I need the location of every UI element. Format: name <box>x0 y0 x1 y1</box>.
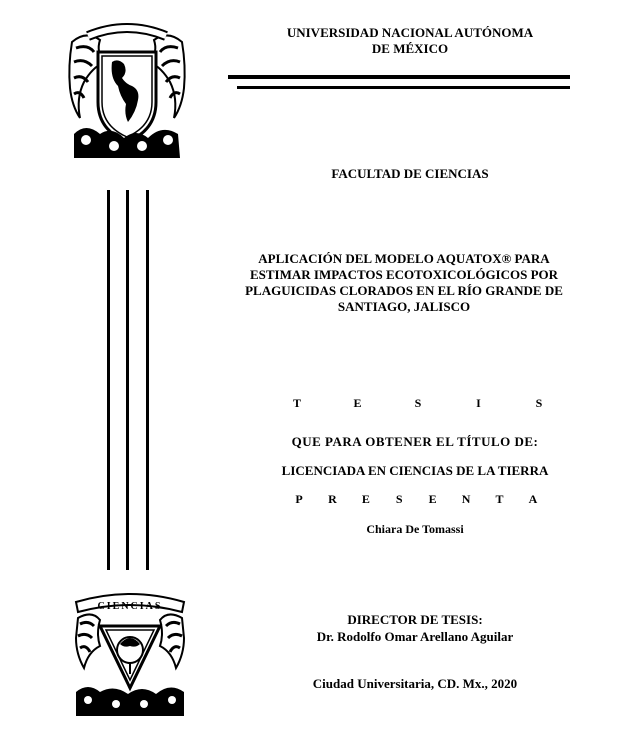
university-line-1: UNIVERSIDAD NACIONAL AUTÓNOMA <box>286 25 534 40</box>
degree-text: LICENCIADA EN CIENCIAS DE LA TIERRA <box>281 463 549 478</box>
presenta-letter: A <box>528 492 538 506</box>
thesis-title <box>232 251 576 315</box>
tesis-heading <box>290 396 546 411</box>
faculty-name: FACULTAD DE CIENCIAS <box>331 166 489 181</box>
vertical-rule-1 <box>107 190 110 570</box>
place-date: Ciudad Universitaria, CD. Mx., 2020 <box>312 676 518 691</box>
tesis-letter: T <box>292 396 301 410</box>
title-line-4: SANTIAGO, JALISCO <box>337 299 471 314</box>
presenta-letter: S <box>395 492 403 506</box>
header-rule-bottom <box>237 86 570 89</box>
presenta-letter: P <box>295 492 303 506</box>
tesis-letter: S <box>535 396 543 410</box>
author-name: Chiara De Tomassi <box>366 522 464 536</box>
director-label: DIRECTOR DE TESIS: <box>347 612 483 627</box>
header-rule-top <box>228 75 570 79</box>
tesis-letter: E <box>353 396 362 410</box>
university-name <box>250 25 570 57</box>
presenta-heading <box>292 492 540 507</box>
obtain-title-text: QUE PARA OBTENER EL TÍTULO DE: <box>291 434 539 449</box>
university-line-2: DE MÉXICO <box>371 41 449 56</box>
presenta-letter: E <box>428 492 437 506</box>
title-line-3: PLAGUICIDAS CLORADOS EN EL RÍO GRANDE DE <box>245 283 563 298</box>
title-line-1: APLICACIÓN DEL MODELO AQUATOX® PARA <box>258 251 550 266</box>
tesis-letter: I <box>476 396 481 410</box>
vertical-rule-3 <box>146 190 149 570</box>
presenta-letter: T <box>495 492 504 506</box>
tesis-letter: S <box>414 396 422 410</box>
director-block <box>250 611 580 645</box>
unam-seal-icon <box>66 22 188 162</box>
ciencias-banner-text: CIENCIAS <box>97 601 163 612</box>
title-line-2: ESTIMAR IMPACTOS ECOTOXICOLÓGICOS POR <box>249 267 559 282</box>
director-name: Dr. Rodolfo Omar Arellano Aguilar <box>316 629 514 644</box>
vertical-rule-2 <box>126 190 129 570</box>
presenta-letter: R <box>328 492 337 506</box>
presenta-letter: E <box>361 492 370 506</box>
faculty-of-sciences-seal-icon <box>70 588 190 718</box>
presenta-letter: N <box>461 492 471 506</box>
